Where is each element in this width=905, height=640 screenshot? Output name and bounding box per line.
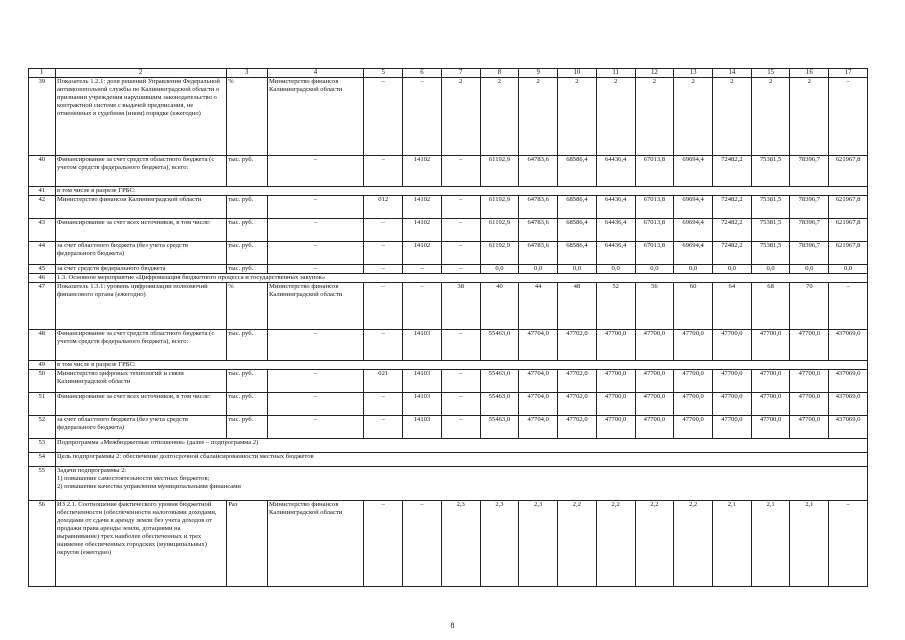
value-cell: 437069,0 <box>829 393 868 416</box>
indicator-name-cell: Финансирование за счет средств областного бюджета (с учетом средств федерального бюджета), всего: <box>55 330 226 361</box>
row-number-cell: 50 <box>29 370 56 393</box>
value-cell: 38 <box>441 283 480 330</box>
value-cell: 47700,0 <box>790 370 829 393</box>
value-cell: 68586,4 <box>558 156 597 187</box>
table-row <box>29 265 868 274</box>
unit-cell: тыс. руб. <box>226 219 267 242</box>
value-cell: 69694,4 <box>674 242 713 265</box>
unit-cell: тыс. руб. <box>226 370 267 393</box>
value-cell: 2 <box>751 78 790 156</box>
value-cell: 75381,5 <box>751 219 790 242</box>
value-cell: 61192,9 <box>480 242 519 265</box>
value-cell: 0,0 <box>480 265 519 274</box>
value-cell: 14103 <box>403 416 442 439</box>
table-row <box>29 242 868 265</box>
value-cell: – <box>441 219 480 242</box>
value-cell: 52 <box>596 283 635 330</box>
responsible-cell: – <box>267 393 364 416</box>
value-cell: 69694,4 <box>674 219 713 242</box>
unit-cell: тыс. руб. <box>226 196 267 219</box>
unit-cell: % <box>226 78 267 156</box>
value-cell: 2 <box>790 78 829 156</box>
value-cell: 68586,4 <box>558 219 597 242</box>
column-number-cell: 8 <box>480 69 519 78</box>
value-cell: 14102 <box>403 196 442 219</box>
row-number-cell: 54 <box>29 453 56 467</box>
value-cell: 47700,0 <box>635 370 674 393</box>
value-cell: 61192,9 <box>480 219 519 242</box>
value-cell: 47700,0 <box>596 370 635 393</box>
value-cell: 47700,0 <box>712 416 751 439</box>
table-row <box>29 330 868 361</box>
indicator-name-cell: за счет средств федерального бюджета <box>55 265 226 274</box>
indicator-name-cell: Финансирование за счет средств областного бюджета (с учетом средств федерального бюджета), всего: <box>55 156 226 187</box>
value-cell: 2 <box>519 78 558 156</box>
table-row <box>29 78 868 156</box>
value-cell: 437069,0 <box>829 416 868 439</box>
value-cell: 55463,0 <box>480 393 519 416</box>
value-cell: 47702,0 <box>558 416 597 439</box>
unit-cell: тыс. руб. <box>226 393 267 416</box>
value-cell: 68586,4 <box>558 242 597 265</box>
value-cell: 72482,2 <box>712 219 751 242</box>
value-cell: 0,0 <box>674 265 713 274</box>
value-cell: 012 <box>364 196 403 219</box>
indicator-name-cell: за счет областного бюджета (без учета средств федерального бюджета) <box>55 416 226 439</box>
row-number-cell: 40 <box>29 156 56 187</box>
value-cell: – <box>364 265 403 274</box>
column-number-cell: 2 <box>55 69 226 78</box>
column-number-cell: 4 <box>267 69 364 78</box>
value-cell: – <box>364 330 403 361</box>
value-cell: 56 <box>635 283 674 330</box>
column-number-row <box>29 69 868 78</box>
value-cell: 2,3 <box>441 501 480 587</box>
value-cell: 0,0 <box>635 265 674 274</box>
value-cell: 67013,8 <box>635 196 674 219</box>
value-cell: 55463,0 <box>480 330 519 361</box>
value-cell: 2 <box>441 78 480 156</box>
value-cell: 2,2 <box>596 501 635 587</box>
value-cell: 47700,0 <box>596 330 635 361</box>
column-number-cell: 7 <box>441 69 480 78</box>
value-cell: 2 <box>480 78 519 156</box>
responsible-cell: Министерство финансов Калининградской области <box>267 501 364 587</box>
value-cell: 47702,0 <box>558 330 597 361</box>
value-cell: 48 <box>558 283 597 330</box>
value-cell: 78396,7 <box>790 219 829 242</box>
value-cell: – <box>829 501 868 587</box>
page-number: 8 <box>450 621 455 630</box>
value-cell: 67013,8 <box>635 219 674 242</box>
value-cell: 2 <box>712 78 751 156</box>
value-cell: 69694,4 <box>674 156 713 187</box>
value-cell: 47700,0 <box>751 393 790 416</box>
value-cell: 47700,0 <box>751 370 790 393</box>
value-cell: 61192,9 <box>480 156 519 187</box>
value-cell: 64436,4 <box>596 196 635 219</box>
section-title-cell: 1.3. Основное мероприятие «Цифровизация бюджетного процесса и государственных закупок» <box>55 274 868 283</box>
responsible-cell: – <box>267 265 364 274</box>
row-number-cell: 42 <box>29 196 56 219</box>
value-cell: 75381,5 <box>751 156 790 187</box>
unit-cell: тыс. руб. <box>226 242 267 265</box>
responsible-cell: – <box>267 370 364 393</box>
row-number-cell: 52 <box>29 416 56 439</box>
row-number-cell: 39 <box>29 78 56 156</box>
section-title-cell: в том числе в разрезе ГРБС: <box>55 187 868 196</box>
value-cell: – <box>364 219 403 242</box>
column-number-cell: 1 <box>29 69 56 78</box>
unit-cell: % <box>226 283 267 330</box>
value-cell: 0,0 <box>751 265 790 274</box>
value-cell: – <box>403 501 442 587</box>
responsible-cell: – <box>267 416 364 439</box>
value-cell: 437069,0 <box>829 370 868 393</box>
responsible-cell: Министерство финансов Калининградской области <box>267 78 364 156</box>
value-cell: 64436,4 <box>596 156 635 187</box>
value-cell: 2 <box>635 78 674 156</box>
value-cell: 47700,0 <box>596 416 635 439</box>
section-title-cell: Цель подпрограммы 2: обеспечение долгосрочной сбалансированности местных бюджетов <box>55 453 868 467</box>
table-row <box>29 393 868 416</box>
value-cell: 68 <box>751 283 790 330</box>
table-row <box>29 283 868 330</box>
value-cell: 14103 <box>403 370 442 393</box>
responsible-cell: – <box>267 196 364 219</box>
value-cell: 47700,0 <box>674 393 713 416</box>
column-number-cell: 9 <box>519 69 558 78</box>
row-number-cell: 56 <box>29 501 56 587</box>
value-cell: 47704,0 <box>519 370 558 393</box>
value-cell: 14103 <box>403 330 442 361</box>
row-number-cell: 53 <box>29 439 56 453</box>
column-number-cell: 10 <box>558 69 597 78</box>
value-cell: 2,2 <box>635 501 674 587</box>
value-cell: – <box>441 265 480 274</box>
unit-cell: тыс. руб. <box>226 416 267 439</box>
table-row <box>29 274 868 283</box>
value-cell: 0,0 <box>712 265 751 274</box>
value-cell: 64436,4 <box>596 219 635 242</box>
responsible-cell: – <box>267 219 364 242</box>
responsible-cell: – <box>267 156 364 187</box>
value-cell: – <box>403 283 442 330</box>
table-row <box>29 361 868 370</box>
value-cell: 47700,0 <box>674 416 713 439</box>
column-number-cell: 12 <box>635 69 674 78</box>
responsible-cell: – <box>267 330 364 361</box>
column-number-cell: 5 <box>364 69 403 78</box>
table-row <box>29 439 868 453</box>
table-row <box>29 187 868 196</box>
value-cell: 47704,0 <box>519 393 558 416</box>
row-number-cell: 49 <box>29 361 56 370</box>
value-cell: 0,0 <box>558 265 597 274</box>
value-cell: – <box>403 78 442 156</box>
value-cell: – <box>829 78 868 156</box>
indicator-name-cell: Финансирование за счет всех источников, в том числе: <box>55 219 226 242</box>
value-cell: – <box>829 283 868 330</box>
value-cell: 64783,6 <box>519 196 558 219</box>
value-cell: 72482,2 <box>712 156 751 187</box>
value-cell: 70 <box>790 283 829 330</box>
value-cell: 47702,0 <box>558 370 597 393</box>
table-body <box>29 69 868 587</box>
value-cell: 68586,4 <box>558 196 597 219</box>
value-cell: 0,0 <box>829 265 868 274</box>
row-number-cell: 43 <box>29 219 56 242</box>
value-cell: 47700,0 <box>712 330 751 361</box>
value-cell: – <box>441 156 480 187</box>
value-cell: – <box>364 283 403 330</box>
column-number-cell: 11 <box>596 69 635 78</box>
value-cell: 437069,0 <box>829 330 868 361</box>
section-title-cell: Подпрограмма «Межбюджетные отношения» (далее – подпрограмма 2) <box>55 439 868 453</box>
column-number-cell: 14 <box>712 69 751 78</box>
row-number-cell: 51 <box>29 393 56 416</box>
value-cell: 021 <box>364 370 403 393</box>
value-cell: 2,3 <box>519 501 558 587</box>
table-row <box>29 453 868 467</box>
program-table <box>28 68 868 587</box>
column-number-cell: 13 <box>674 69 713 78</box>
responsible-cell: Министерство финансов Калининградской области <box>267 283 364 330</box>
value-cell: 0,0 <box>519 265 558 274</box>
value-cell: 47700,0 <box>712 370 751 393</box>
table-row <box>29 370 868 393</box>
value-cell: 621967,8 <box>829 242 868 265</box>
value-cell: 47702,0 <box>558 393 597 416</box>
value-cell: 14103 <box>403 393 442 416</box>
value-cell: 2,1 <box>751 501 790 587</box>
value-cell: – <box>364 393 403 416</box>
value-cell: – <box>441 393 480 416</box>
value-cell: – <box>403 265 442 274</box>
value-cell: – <box>441 370 480 393</box>
indicator-name-cell: за счет областного бюджета (без учета средств федерального бюджета) <box>55 242 226 265</box>
row-number-cell: 44 <box>29 242 56 265</box>
value-cell: 72482,2 <box>712 196 751 219</box>
value-cell: 55463,0 <box>480 370 519 393</box>
column-number-cell: 6 <box>403 69 442 78</box>
responsible-cell: – <box>267 242 364 265</box>
value-cell: 78396,7 <box>790 242 829 265</box>
value-cell: 47700,0 <box>674 330 713 361</box>
unit-cell: тыс. руб. <box>226 156 267 187</box>
value-cell: 621967,8 <box>829 219 868 242</box>
value-cell: – <box>364 78 403 156</box>
row-number-cell: 55 <box>29 467 56 501</box>
indicator-name-cell: Показатель 1.2.1: доля решений Управления Федеральной антимонопольной службы по Калининградской области о признании учреждения нарушившим законодательство о контрактной системе с выдачей предписания, не отмененных в судебном (ином) порядке (ежегодно) <box>55 78 226 156</box>
value-cell: 61192,9 <box>480 196 519 219</box>
value-cell: 67013,8 <box>635 242 674 265</box>
value-cell: 0,0 <box>596 265 635 274</box>
value-cell: 47700,0 <box>751 330 790 361</box>
indicator-name-cell: Министерство цифровых технологий и связи Калининградской области <box>55 370 226 393</box>
indicator-name-cell: Финансирование за счет всех источников, в том числе: <box>55 393 226 416</box>
value-cell: 78396,7 <box>790 196 829 219</box>
value-cell: 47704,0 <box>519 330 558 361</box>
value-cell: 47700,0 <box>674 370 713 393</box>
row-number-cell: 48 <box>29 330 56 361</box>
value-cell: 64783,6 <box>519 156 558 187</box>
value-cell: – <box>364 501 403 587</box>
row-number-cell: 47 <box>29 283 56 330</box>
table-row <box>29 219 868 242</box>
value-cell: 44 <box>519 283 558 330</box>
row-number-cell: 41 <box>29 187 56 196</box>
value-cell: 47704,0 <box>519 416 558 439</box>
table-row <box>29 156 868 187</box>
value-cell: 47700,0 <box>790 416 829 439</box>
value-cell: 47700,0 <box>635 393 674 416</box>
indicator-name-cell: ИЗ 2.1. Соотношение фактического уровня бюджетной обеспеченности (обеспеченности налоговыми доходами, доходами от сдачи в аренду земли без учета доходов от продажи права аренды земли, дотациями на выравнивание) трех наиболее обеспеченных и трех наименее обеспеченных городских (муниципальных) округов (ежегодно) <box>55 501 226 587</box>
column-number-cell: 3 <box>226 69 267 78</box>
value-cell: 2 <box>674 78 713 156</box>
table-row <box>29 196 868 219</box>
unit-cell: Раз <box>226 501 267 587</box>
value-cell: 621967,8 <box>829 156 868 187</box>
value-cell: 40 <box>480 283 519 330</box>
section-title-cell: в том числе в разрезе ГРБС: <box>55 361 868 370</box>
value-cell: 2,2 <box>558 501 597 587</box>
column-number-cell: 15 <box>751 69 790 78</box>
value-cell: – <box>364 156 403 187</box>
value-cell: 67013,8 <box>635 156 674 187</box>
value-cell: 47700,0 <box>635 416 674 439</box>
value-cell: 47700,0 <box>790 330 829 361</box>
value-cell: 64436,4 <box>596 242 635 265</box>
value-cell: 75381,5 <box>751 242 790 265</box>
value-cell: 2,1 <box>712 501 751 587</box>
value-cell: 2 <box>558 78 597 156</box>
value-cell: 47700,0 <box>751 416 790 439</box>
value-cell: 621967,8 <box>829 196 868 219</box>
value-cell: 60 <box>674 283 713 330</box>
value-cell: 55463,0 <box>480 416 519 439</box>
value-cell: – <box>441 416 480 439</box>
value-cell: – <box>364 416 403 439</box>
value-cell: 64783,6 <box>519 219 558 242</box>
table-row <box>29 416 868 439</box>
value-cell: 47700,0 <box>712 393 751 416</box>
column-number-cell: 16 <box>790 69 829 78</box>
row-number-cell: 46 <box>29 274 56 283</box>
value-cell: 2,1 <box>790 501 829 587</box>
value-cell: 14102 <box>403 219 442 242</box>
value-cell: – <box>441 330 480 361</box>
table-row <box>29 467 868 501</box>
unit-cell: тыс. руб. <box>226 265 267 274</box>
value-cell: 2,3 <box>480 501 519 587</box>
value-cell: 72482,2 <box>712 242 751 265</box>
value-cell: 14102 <box>403 156 442 187</box>
value-cell: 2 <box>596 78 635 156</box>
section-title-cell: Задачи подпрограммы 2: 1) повышение самостоятельности местных бюджетов; 2) повышение качества управления муниципальными финансами <box>55 467 868 501</box>
value-cell: 69694,4 <box>674 196 713 219</box>
unit-cell: тыс. руб. <box>226 330 267 361</box>
value-cell: 78396,7 <box>790 156 829 187</box>
value-cell: – <box>441 196 480 219</box>
value-cell: 47700,0 <box>596 393 635 416</box>
value-cell: – <box>364 242 403 265</box>
value-cell: 64 <box>712 283 751 330</box>
value-cell: 14102 <box>403 242 442 265</box>
value-cell: 47700,0 <box>635 330 674 361</box>
table-row <box>29 501 868 587</box>
value-cell: 75381,5 <box>751 196 790 219</box>
column-number-cell: 17 <box>829 69 868 78</box>
value-cell: 0,0 <box>790 265 829 274</box>
indicator-name-cell: Министерство финансов Калининградской области <box>55 196 226 219</box>
value-cell: 2,2 <box>674 501 713 587</box>
value-cell: 47700,0 <box>790 393 829 416</box>
value-cell: 64783,6 <box>519 242 558 265</box>
value-cell: – <box>441 242 480 265</box>
indicator-name-cell: Показатель 1.3.1: уровень цифровизации полномочий финансового органа (ежегодно) <box>55 283 226 330</box>
row-number-cell: 45 <box>29 265 56 274</box>
